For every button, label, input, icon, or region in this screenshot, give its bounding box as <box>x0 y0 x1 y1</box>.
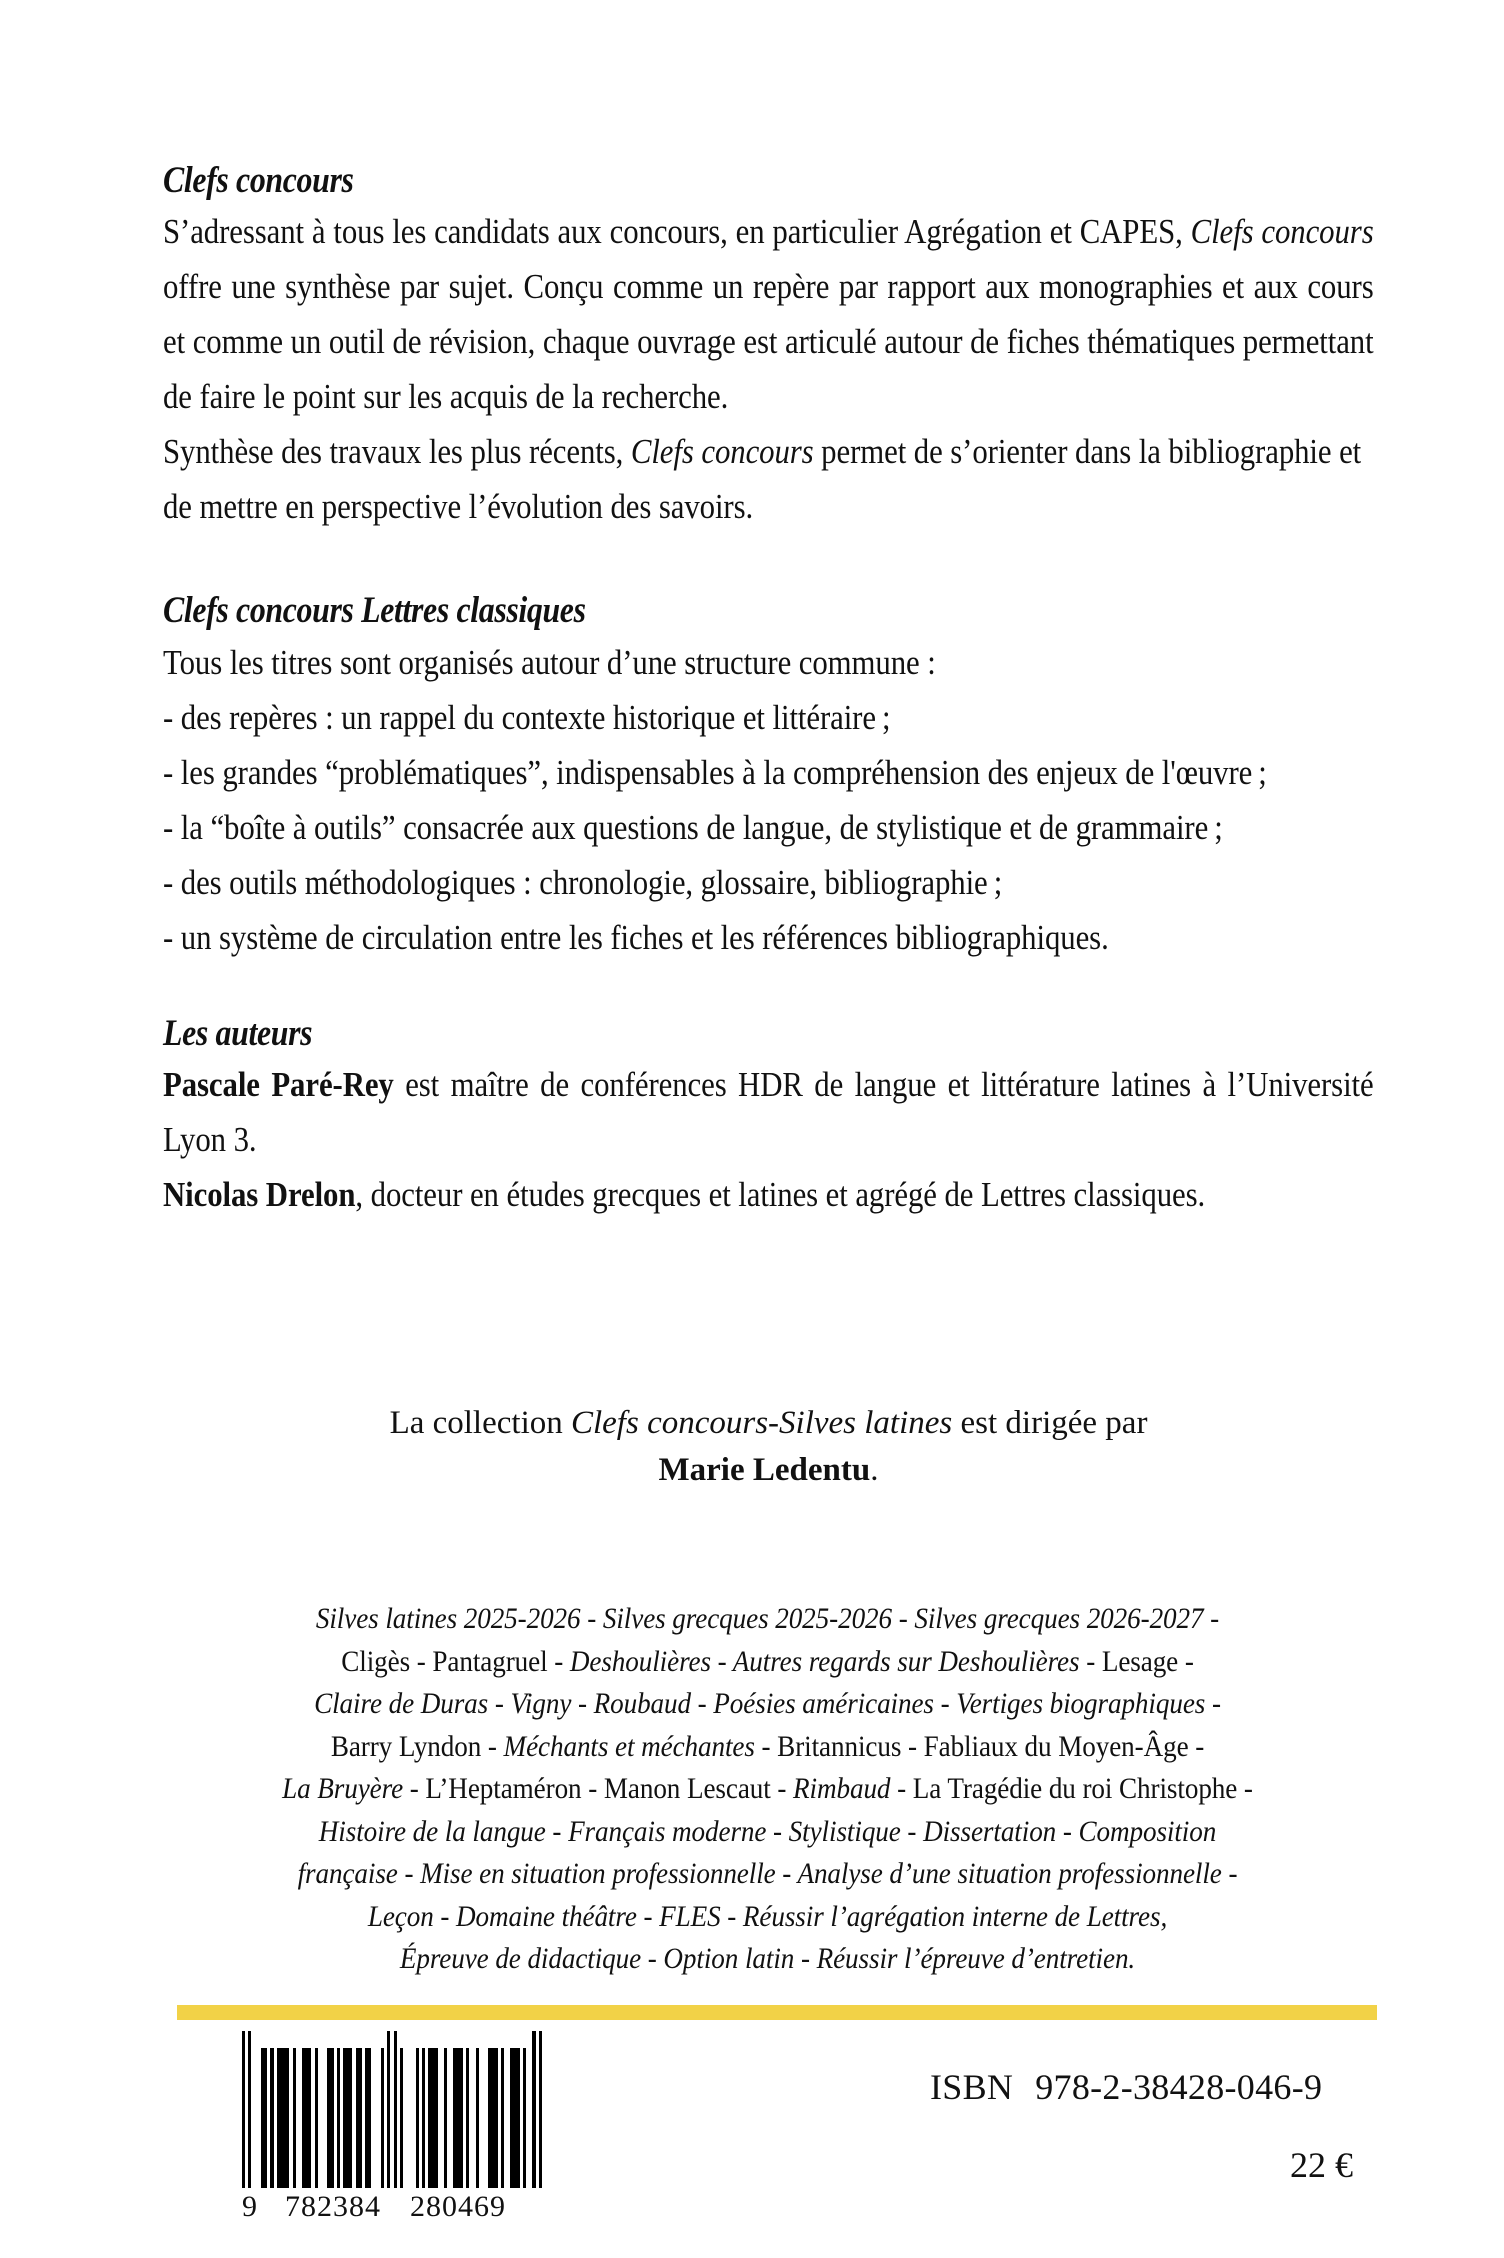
paragraph-clefs-concours-synthese <box>163 424 1374 534</box>
catalogue-title-run: - <box>580 1603 603 1635</box>
barcode-bar <box>453 2048 462 2188</box>
catalogue-title-run: Méchants et méchantes <box>503 1730 755 1763</box>
paragraph-structure-commune: Tous les titres sont organisés autour d’une structure commune : <box>163 642 936 682</box>
catalogue-title-run: - <box>1205 1688 1221 1720</box>
catalogue-title-line <box>199 1896 1335 1939</box>
catalogue-title-run: - La Tragédie du roi Christophe - <box>890 1773 1253 1805</box>
heading-lettres-classiques: Clefs concours Lettres classiques <box>163 590 586 632</box>
catalogue-title-line <box>199 1683 1335 1726</box>
paragraph-clefs-concours-intro <box>163 204 1374 424</box>
catalogue-title-line <box>199 1598 1335 1641</box>
collection-director-name: Marie Ledentu <box>658 1452 871 1488</box>
catalogue-title-line <box>199 1641 1335 1684</box>
catalogue-title-line <box>199 1768 1335 1811</box>
catalogue-title-run: Leçon - Domaine théâtre - FLES - Réussir l’agrégation interne de Lettres, <box>367 1900 1168 1933</box>
catalogue-title-run: Silves grecques 2025-2026 <box>602 1603 893 1635</box>
text-fragment: offre une synthèse par sujet. Conçu comme un repère par rapport aux monographies et aux cours et comme un outil de révision, chaque ouvrage est articulé autour de fiches thématiques permettant de faire le point sur les acquis de la recherche. <box>163 267 1374 417</box>
author-name: Nicolas Drelon <box>163 1175 356 1215</box>
collection-credit-line-2 <box>163 1447 1374 1494</box>
main-text-column <box>163 160 1374 1222</box>
heading-clefs-concours: Clefs concours <box>163 160 354 201</box>
spacer <box>163 534 1374 590</box>
catalogue-titles-list <box>150 1598 1385 1981</box>
list-item: - les grandes “problématiques”, indispensables à la compréhension des enjeux de l'œuvre ; <box>163 752 1267 792</box>
catalogue-title-run: - <box>892 1603 915 1635</box>
barcode-bar <box>428 2048 437 2188</box>
text-fragment: . <box>870 1452 879 1488</box>
author-name: Pascale Paré-Rey <box>163 1065 394 1105</box>
catalogue-title-run: Cligès - Pantagruel - <box>341 1645 570 1678</box>
barcode-area <box>242 2048 542 2224</box>
text-fragment: S’adressant à tous les candidats aux concours, en particulier Agrégation et CAPES, <box>163 212 1191 252</box>
catalogue-title-run: Barry Lyndon - <box>330 1730 504 1763</box>
text-fragment: permet de s’orienter dans la bibliographie et de mettre en perspective l’évolution des savoirs. <box>163 432 1362 527</box>
catalogue-title-run: Histoire de la langue - Français moderne - Stylistique - Dissertation - Composition <box>318 1815 1217 1848</box>
catalogue-title-run: - L’Heptaméron - Manon Lescaut - <box>403 1773 794 1805</box>
catalogue-title-run: - Britannicus - Fabliaux du Moyen-Âge - <box>754 1730 1205 1763</box>
paragraph-author-pare-rey <box>163 1057 1374 1167</box>
list-item: - des outils méthodologiques : chronologie, glossaire, bibliographie ; <box>163 862 1003 902</box>
barcode-bar <box>343 2048 352 2188</box>
barcode-digits <box>242 2190 542 2224</box>
list-item: - la “boîte à outils” consacrée aux questions de langue, de stylistique et de grammaire ; <box>163 807 1223 847</box>
emphasis-clefs-concours: Clefs concours <box>630 432 814 472</box>
catalogue-title-run: - <box>488 1688 511 1720</box>
list-item: - des repères : un rappel du contexte historique et littéraire ; <box>163 697 891 737</box>
barcode-bar <box>277 2048 290 2188</box>
footer-block <box>0 2020 1504 2258</box>
barcode-bar <box>510 2048 519 2188</box>
catalogue-title-run: Silves latines 2025-2026 <box>315 1603 581 1635</box>
ean13-barcode <box>242 2048 542 2188</box>
catalogue-title-run: Rimbaud <box>793 1773 891 1805</box>
author-description: , docteur en études grecques et latines et agrégé de Lettres classiques. <box>355 1175 1206 1215</box>
catalogue-title-run: Épreuve de didactique - Option latin - Réussir l’épreuve d’entretien. <box>399 1943 1136 1975</box>
catalogue-title-run: Vigny - Roubaud - Poésies américaines - Vertiges biographiques <box>510 1688 1206 1720</box>
barcode-bar <box>251 2048 260 2188</box>
catalogue-title-line <box>199 1938 1335 1981</box>
collection-name: Clefs concours-Silves latines <box>570 1405 953 1441</box>
price: 22 € <box>1290 2145 1353 2185</box>
catalogue-title-run: - Lesage - <box>1079 1645 1194 1678</box>
isbn-line <box>930 2066 1322 2108</box>
catalogue-title-line <box>199 1853 1335 1896</box>
paragraph-author-drelon <box>163 1167 1374 1222</box>
barcode-bar <box>318 2048 327 2188</box>
barcode-digits-group-2: 280469 <box>410 2190 506 2223</box>
catalogue-title-line <box>199 1811 1335 1854</box>
author-description: est maître de conférences HDR de langue et littérature latines à l’Université Lyon 3. <box>163 1065 1374 1160</box>
barcode-bar <box>539 2031 542 2188</box>
catalogue-title-run: La Bruyère <box>282 1773 404 1805</box>
text-fragment: La collection <box>389 1405 571 1441</box>
barcode-bar <box>479 2048 488 2188</box>
list-item: - un système de circulation entre les fiches et les références bibliographiques. <box>163 917 1109 957</box>
emphasis-clefs-concours: Clefs concours <box>1190 212 1374 252</box>
catalogue-title-run: Deshoulières - Autres regards sur Deshoulières <box>569 1645 1080 1678</box>
collection-credit <box>163 1400 1374 1494</box>
yellow-divider-bar <box>177 2005 1377 2020</box>
isbn-value: 978-2-38428-046-9 <box>1035 2067 1323 2107</box>
catalogue-title-run: française - Mise en situation professionnelle - Analyse d’une situation professionnelle - <box>297 1858 1238 1890</box>
text-fragment: Synthèse des travaux les plus récents, <box>163 432 631 472</box>
text-fragment: est dirigée par <box>952 1405 1148 1441</box>
catalogue-title-run: Claire de Duras <box>314 1688 489 1720</box>
spacer <box>163 965 1374 1013</box>
barcode-digits-group-1: 782384 <box>285 2190 381 2223</box>
catalogue-title-line <box>199 1726 1335 1769</box>
barcode-bar <box>403 2048 416 2188</box>
barcode-bar <box>488 2048 497 2188</box>
barcode-bar <box>302 2048 311 2188</box>
barcode-digit-left: 9 <box>242 2190 258 2223</box>
isbn-label: ISBN <box>930 2067 1014 2107</box>
barcode-bar <box>371 2048 380 2188</box>
catalogue-title-run: - <box>1203 1603 1220 1635</box>
catalogue-title-run: Silves grecques 2026-2027 <box>914 1603 1204 1635</box>
heading-les-auteurs: Les auteurs <box>163 1012 313 1054</box>
collection-credit-line-1 <box>163 1400 1374 1447</box>
